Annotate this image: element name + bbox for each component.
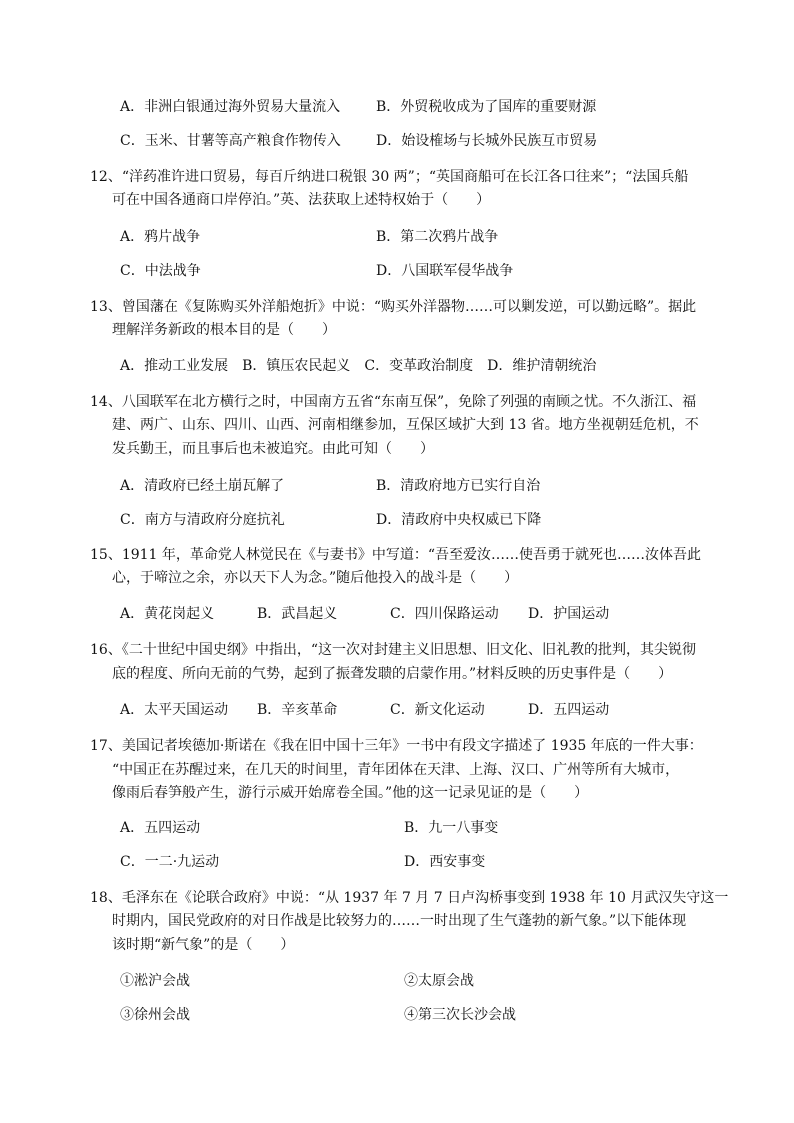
q15-option-c: C．四川保路运动: [390, 606, 499, 622]
q13-stem-line-1: 13、曾国藩在《复陈购买外洋船炮折》中说：“购买外洋器物……可以剿发逆，可以勤远略”。据此: [90, 299, 697, 315]
q12-stem-line-2: 可在中国各通商口岸停泊。”英、法获取上述特权始于（ ）: [112, 192, 491, 208]
q14-option-d: D．清政府中央权威已下降: [376, 512, 542, 528]
q14-stem-line-1: 14、八国联军在北方横行之时，中国南方五省“东南互保”，免除了列强的南顾之忧。不久浙江、福: [90, 394, 697, 410]
q17-stem-line-3: 像雨后春笋般产生，游行示威开始席卷全国。”他的这一记录见证的是（ ）: [112, 785, 589, 801]
q17-stem-line-1: 17、美国记者埃德加·斯诺在《我在旧中国十三年》一书中有段文字描述了 1935 年底的一件大事：: [90, 738, 703, 754]
q16-stem-line-1: 16、《二十世纪中国史纲》中指出，“这一次对封建主义旧思想、旧文化、旧礼教的批判，其尖锐彻: [90, 642, 696, 658]
q18-stem-line-2: 时期内，国民党政府的对日作战是比较努力的……一时出现了生气蓬勃的新气象。”以下能体现: [112, 913, 687, 929]
q12-option-c: C．中法战争: [120, 263, 201, 279]
q17-option-c: C．一二·九运动: [120, 854, 220, 870]
q15-option-b: B．武昌起义: [257, 606, 338, 622]
q12-option-d: D．八国联军侵华战争: [376, 263, 514, 279]
q14-stem-line-2: 建、两广、山东、四川、山西、河南相继参加，互保区域扩大到 13 省。地方坐视朝廷危机，不: [112, 417, 699, 433]
q16-option-b: B．辛亥革命: [257, 702, 338, 718]
q15-option-a: A．黄花岗起义: [120, 606, 215, 622]
q12-stem-line-1: 12、“洋药准许进口贸易，每百斤纳进口税银 30 两”；“英国商船可在长江各口往来”；“法国兵船: [90, 169, 689, 185]
q14-stem-line-3: 发兵勤王，而且事后也未被追究。由此可知（ ）: [112, 441, 434, 457]
q11-option-b: B．外贸税收成为了国库的重要财源: [376, 99, 597, 115]
q14-option-a: A．清政府已经土崩瓦解了: [120, 478, 285, 494]
q18-stem-line-1: 18、毛泽东在《论联合政府》中说：“从 1937 年 7 月 7 日卢沟桥事变到 1938 年 10 月武汉失守这一: [90, 890, 729, 906]
q18-item-2: ②太原会战: [404, 973, 474, 989]
q16-option-c: C．新文化运动: [390, 702, 485, 718]
q11-option-d: D．始设榷场与长城外民族互市贸易: [376, 133, 598, 149]
q12-option-a: A．鸦片战争: [120, 229, 201, 245]
q17-option-a: A．五四运动: [120, 820, 201, 836]
q18-item-1: ①淞沪会战: [120, 973, 190, 989]
q17-stem-line-2: “中国正在苏醒过来，在几天的时间里，青年团体在天津、上海、汉口、广州等所有大城市，: [112, 762, 680, 778]
q14-option-b: B．清政府地方已实行自治: [376, 478, 541, 494]
q18-stem-line-3: 该时期“新气象”的是（ ）: [112, 937, 295, 953]
q17-option-d: D．西安事变: [404, 854, 486, 870]
q15-stem-line-1: 15、1911 年，革命党人林觉民在《与妻书》中写道：“吾至爱汝……使吾勇于就死也……汝体吾此: [90, 547, 702, 563]
q18-item-4: ④第三次长沙会战: [404, 1007, 516, 1023]
q11-option-c: C．玉米、甘薯等高产粮食作物传入: [120, 133, 341, 149]
q16-option-d: D．五四运动: [528, 702, 610, 718]
q18-item-3: ③徐州会战: [120, 1007, 190, 1023]
q13-options: A．推动工业发展 B．镇压农民起义 C．变革政治制度 D．维护清朝统治: [120, 358, 597, 374]
q14-option-c: C．南方与清政府分庭抗礼: [120, 512, 285, 528]
q13-stem-line-2: 理解洋务新政的根本目的是（ ）: [112, 322, 336, 338]
q16-stem-line-2: 底的程度、所向无前的气势，起到了振聋发聩的启蒙作用。”材料反映的历史事件是（ ）: [112, 666, 673, 682]
q15-stem-line-2: 心，于啼泣之余，亦以天下人为念。”随后他投入的战斗是（ ）: [112, 570, 519, 586]
q11-option-a: A．非洲白银通过海外贸易大量流入: [120, 99, 341, 115]
q16-option-a: A．太平天国运动: [120, 702, 229, 718]
q15-option-d: D．护国运动: [528, 606, 610, 622]
q12-option-b: B．第二次鸦片战争: [376, 229, 499, 245]
q17-option-b: B．九一八事变: [404, 820, 499, 836]
